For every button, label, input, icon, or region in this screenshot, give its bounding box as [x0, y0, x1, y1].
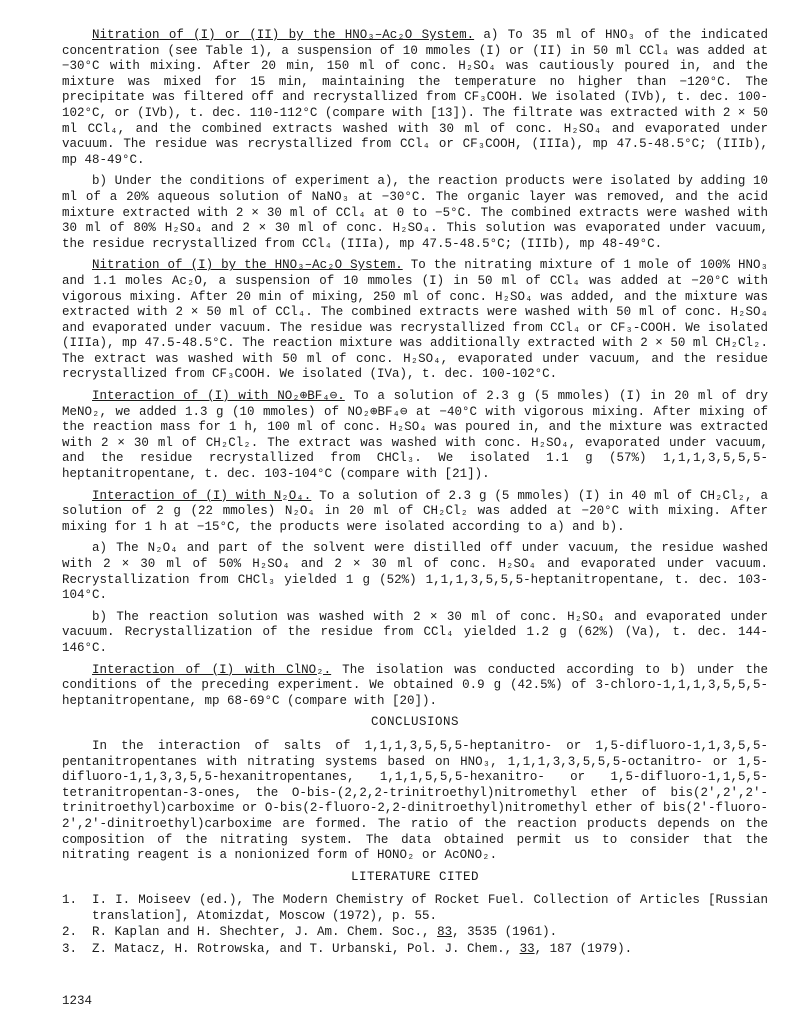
- reference-item: 3. Z. Matacz, H. Rotrowska, and T. Urbanski, Pol. J. Chem., 33, 187 (1979).: [62, 942, 633, 957]
- section-title: Interaction of (I) with N₂O₄.: [92, 488, 312, 503]
- paper-page: [62, 28, 768, 959]
- paragraph-8: Interaction of (I) with ClNO₂. The isolation was conducted according to b) under the conditions of the preceding experiment. We obtained 0.9 g (42.5%) of 3-chloro-1,1,1,3,5,5,5-heptanitropentane, mp 68-69°C (compare with [20]).: [62, 662, 768, 708]
- paragraph-7: b) The reaction solution was washed with 2 × 30 ml of conc. H₂SO₄ and evaporated under vacuum. Recrystallization of the residue from CCl₄ yielded 1.2 g (62%) (Va), t. dec. 144-146°C.: [62, 609, 768, 655]
- section-title: Nitration of (I) by the HNO₃–Ac₂O System.: [92, 258, 403, 273]
- section-title: Interaction of (I) with ClNO₂.: [92, 662, 332, 677]
- body-text: [62, 28, 768, 709]
- paragraph-6: a) The N₂O₄ and part of the solvent were distilled off under vacuum, the residue washed with 2 × 30 ml of 50% H₂SO₄ and 2 × 30 ml of conc. H₂SO₄ and evaporated under vacuum. Recrystallization from CHCl₃ yielded 1 g (52%) 1,1,1,3,5,5,5-heptanitropentane, t. dec. 103-104°C.: [62, 541, 768, 603]
- reference-item: 2. R. Kaplan and H. Shechter, J. Am. Chem. Soc., 83, 3535 (1961).: [62, 925, 558, 940]
- section-title: Nitration of (I) or (II) by the HNO₃–Ac₂O System.: [92, 28, 475, 42]
- literature-heading: LITERATURE CITED: [350, 869, 480, 884]
- volume-number: 33: [519, 942, 535, 957]
- paragraph-4: Interaction of (I) with NO₂⊕BF₄⊖. To a solution of 2.3 g (5 mmoles) (I) in 20 ml of dry MeNO₂, we added 1.3 g (10 mmoles) of NO₂⊕BF₄⊖ at −40°C with vigorous mixing. After mixing of the reaction mass for 1 h, 100 ml of conc. H₂SO₄ was poured in, and the mixture was extracted with 2 × 30 ml of CH₂Cl₂. The extract was washed with conc. H₂SO₄, evaporated under vacuum, and the residue recrystallized from CHCl₃. We isolated 1.1 g (57%) 1,1,1,3,5,5,5-heptanitropentane, t. dec. 103-104°C (compare with [21]).: [62, 389, 768, 482]
- paragraph-3: Nitration of (I) by the HNO₃–Ac₂O System. To the nitrating mixture of 1 mole of 100% HNO₃ and 1.1 moles Ac₂O, a suspension of 10 mmoles (I) in 50 ml of CCl₄ was added at −20°C with vigorous mixing. After 20 min of mixing, 250 ml of conc. H₂SO₄ was added, and the mixture was extracted with 2 × 50 ml of CCl₄. The combined extracts were washed with 50 ml of conc. H₂SO₄ and evaporated under vacuum. The residue was recrystallized from CCl₄ or CF₃-COOH. We isolated (IIIa), mp 47.5-48.5°C. The reaction mixture was additionally extracted with 2 × 50 ml CH₂Cl₂. The extract was washed with 50 ml of conc. H₂SO₄, evaporated under vacuum, and the residue recrystallized from CF₃COOH. We isolated (IVa), t. dec. 100-102°C.: [62, 258, 768, 382]
- paragraph-5: Interaction of (I) with N₂O₄. To a solution of 2.3 g (5 mmoles) (I) in 40 ml of CH₂Cl₂, a solution of 2 g (22 mmoles) N₂O₄ in 20 ml of CH₂Cl₂ was added at −20°C with mixing. After mixing for 1 h at −15°C, the products were isolated according to a) and b).: [62, 488, 768, 534]
- conclusions-heading: CONCLUSIONS: [370, 715, 459, 730]
- reference-item: 1. I. I. Moiseev (ed.), The Modern Chemistry of Rocket Fuel. Collection of Articles [Russian translation], Atomizdat, Moscow (1972), p. 55.: [62, 893, 768, 923]
- paragraph-2: b) Under the conditions of experiment a), the reaction products were isolated by adding 10 ml of a 20% aqueous solution of NaNO₃ at −30°C. The organic layer was removed, and the acid mixture extracted with 2 × 30 ml of CCl₄ at 0 to −5°C. The combined extracts were washed with 30 ml of 80% H₂SO₄ and 2 × 30 ml of conc. H₂SO₄. This solution was evaporated under vacuum, the residue recrystallized from CCl₄ (IIIa), mp 47.5-48.5°C; (IIIb), mp 48-49°C.: [62, 174, 768, 251]
- paragraph-1: Nitration of (I) or (II) by the HNO₃–Ac₂O System. a) To 35 ml of HNO₃ of the indicated concentration (see Table 1), a suspension of 10 mmoles (I) or (II) in 50 ml CCl₄ was added at −30°C with mixing. After 20 min, 150 ml of conc. H₂SO₄ was cautiously poured in, and the mixture was mixed for 15 min, maintaining the temperature no higher than −120°C. The precipitate was filtered off and recrystallized from CF₃COOH. We isolated (IVb), t. dec. 100-102°C, or (IVb), t. dec. 110-112°C (compare with [13]). The filtrate was extracted with 2 × 50 ml CCl₄, and the combined extracts washed with 30 ml of conc. H₂SO₄ and evaporated under vacuum. The residue was recrystallized from CCl₄ or CF₃COOH, (IIIa), mp 47.5-48.5°C; (IIIb), mp 48-49°C.: [62, 28, 769, 167]
- reference-list: [62, 893, 768, 957]
- section-title: Interaction of (I) with NO₂⊕BF₄⊖.: [92, 389, 345, 404]
- volume-number: 83: [437, 925, 453, 940]
- conclusions-paragraph: In the interaction of salts of 1,1,1,3,5,5,5-heptanitro- or 1,5-difluoro-1,1,3,5,5-pentanitropentanes with nitrating systems based on HNO₃, 1,1,1,3,3,5,5,5-octanitro- or 1,5-difluoro-1,1,3,3,5,5-hexanitropentanes, 1,1,1,5,5,5-hexanitro- or 1,5-difluoro-1,1,5,5-tetranitropentan-3-ones, the O-bis-(2,2,2-trinitroethyl)nitromethyl ether of bis(2',2',2'-trinitroethyl)carboxime or O-bis(2-fluoro-2,2-dinitroethyl)nitromethyl ether of bis(2'-fluoro-2',2'-dinitroethyl)carboxime are formed. The ratio of the reaction products depends on the composition of the nitrating system. The data obtained permit us to consider that the nitrating reagent is a nonionized form of HONO₂ or AcONO₂.: [62, 738, 768, 863]
- page-number: 1234: [62, 994, 93, 1008]
